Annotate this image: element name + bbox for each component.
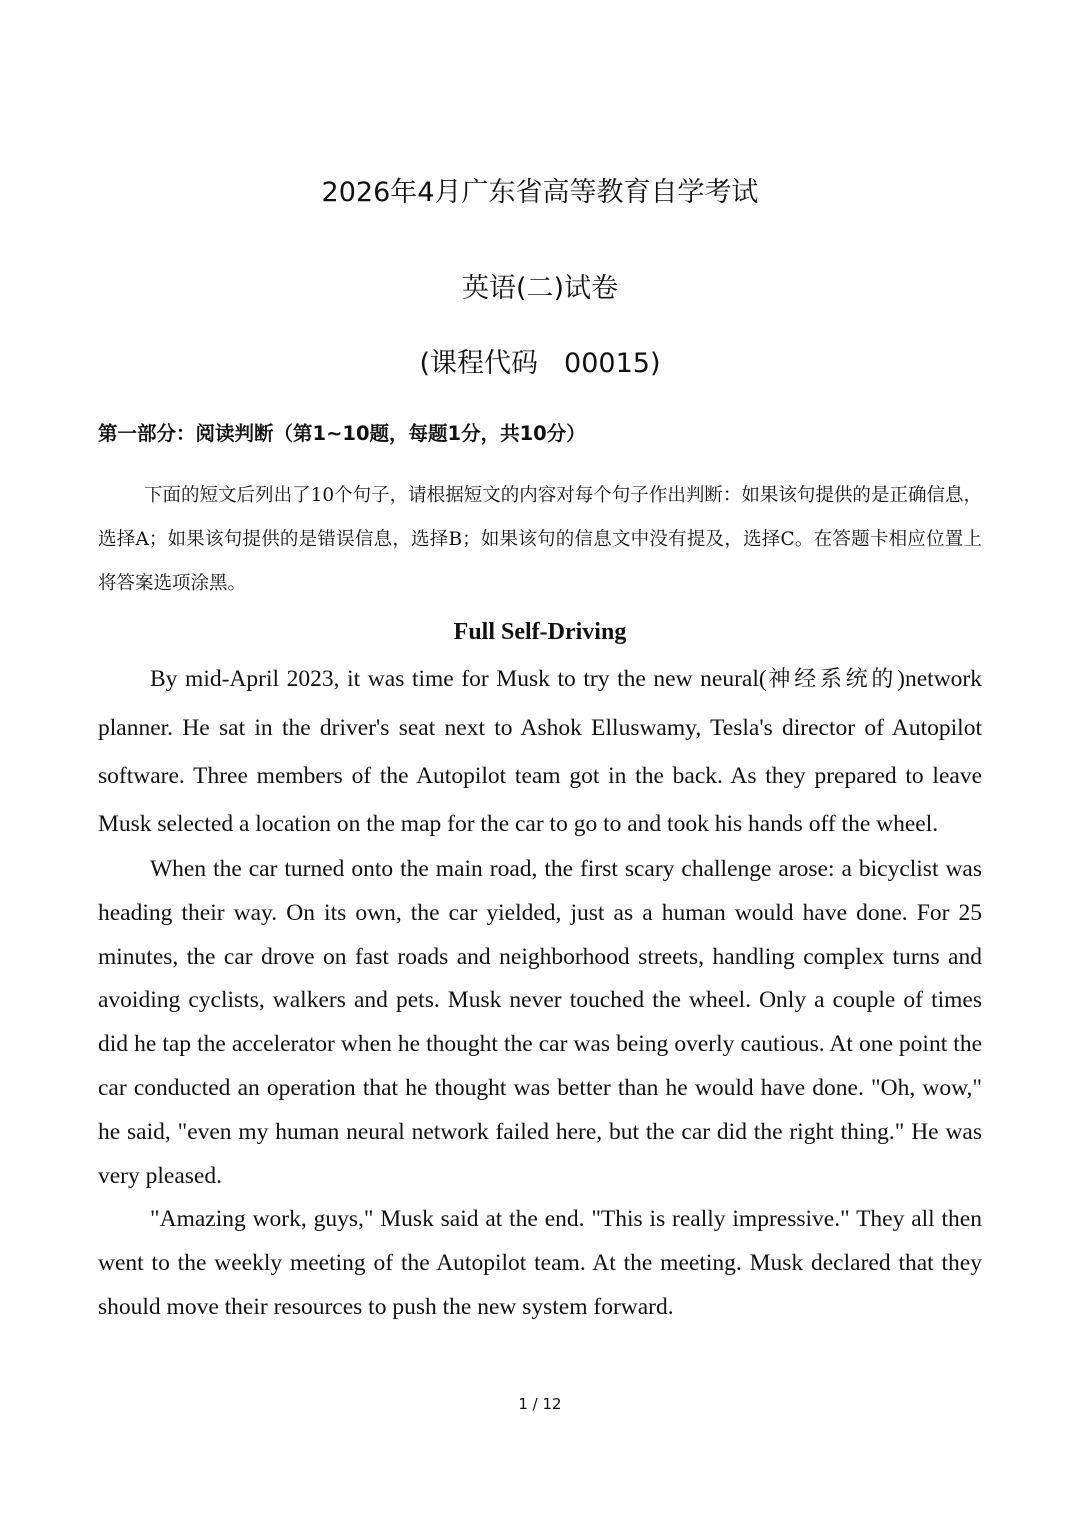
paragraph-1-rest: )network planner. He sat in the driver's seat next to Ashok Elluswamy, Tesla's director of Autopilot software. Three members of the Autopilot team got in the back. As they prepared to leave Musk selected a location on the map for the car to go to and took his hands off the wheel. [98, 666, 982, 837]
section-heading: 第一部分：阅读判断（第1~10题，每题1分，共10分） [98, 422, 586, 445]
paper-title: 英语(二)试卷 [461, 273, 619, 304]
exam-title: 2026年4月广东省高等教育自学考试 [321, 177, 759, 208]
paragraph-1-start: By mid-April 2023, it was time for Musk to try the new neural( [150, 666, 767, 692]
chinese-gloss: 神经系统的 [766, 667, 898, 692]
passage-paragraph-2: When the car turned onto the main road, the first scary challenge arose: a bicyclist was heading their way. On its own, the car yielded, just as a human would have done. For 25 minutes, the car drove on fast roads and neighborhood streets, handling complex turns and avoiding cyclists, walkers and pets. Musk never touched the wheel. Only a couple of times did he tap the accelerator when he thought the car was being overly cautious. At one point the car conducted an operation that he thought was better than he would have done. "Oh, wow," he said, "even my human neural network failed here, but the car did the right thing." He was very pleased. [98, 856, 982, 1189]
page-number: 1 / 12 [518, 1395, 562, 1413]
passage-title: Full Self-Driving [453, 619, 627, 645]
course-code [0, 346, 1080, 382]
section-instructions: 下面的短文后列出了10个句子，请根据短文的内容对每个句子作出判断：如果该句提供的是正确信息，选择A；如果该句提供的是错误信息，选择B；如果该句的信息文中没有提及，选择C。在答题卡相应位置上将答案选项涂黑。 [98, 485, 982, 594]
course-code-label: (课程代码 [419, 348, 539, 379]
passage-paragraph-1 [98, 655, 982, 848]
course-code-number: 00015) [564, 348, 661, 379]
passage-paragraph-3: "Amazing work, guys," Musk said at the end. "This is really impressive." They all then went to the weekly meeting of the Autopilot team. At the meeting. Musk declared that they should move their resources to push the new system forward. [98, 1206, 982, 1320]
reading-passage [98, 655, 982, 1330]
